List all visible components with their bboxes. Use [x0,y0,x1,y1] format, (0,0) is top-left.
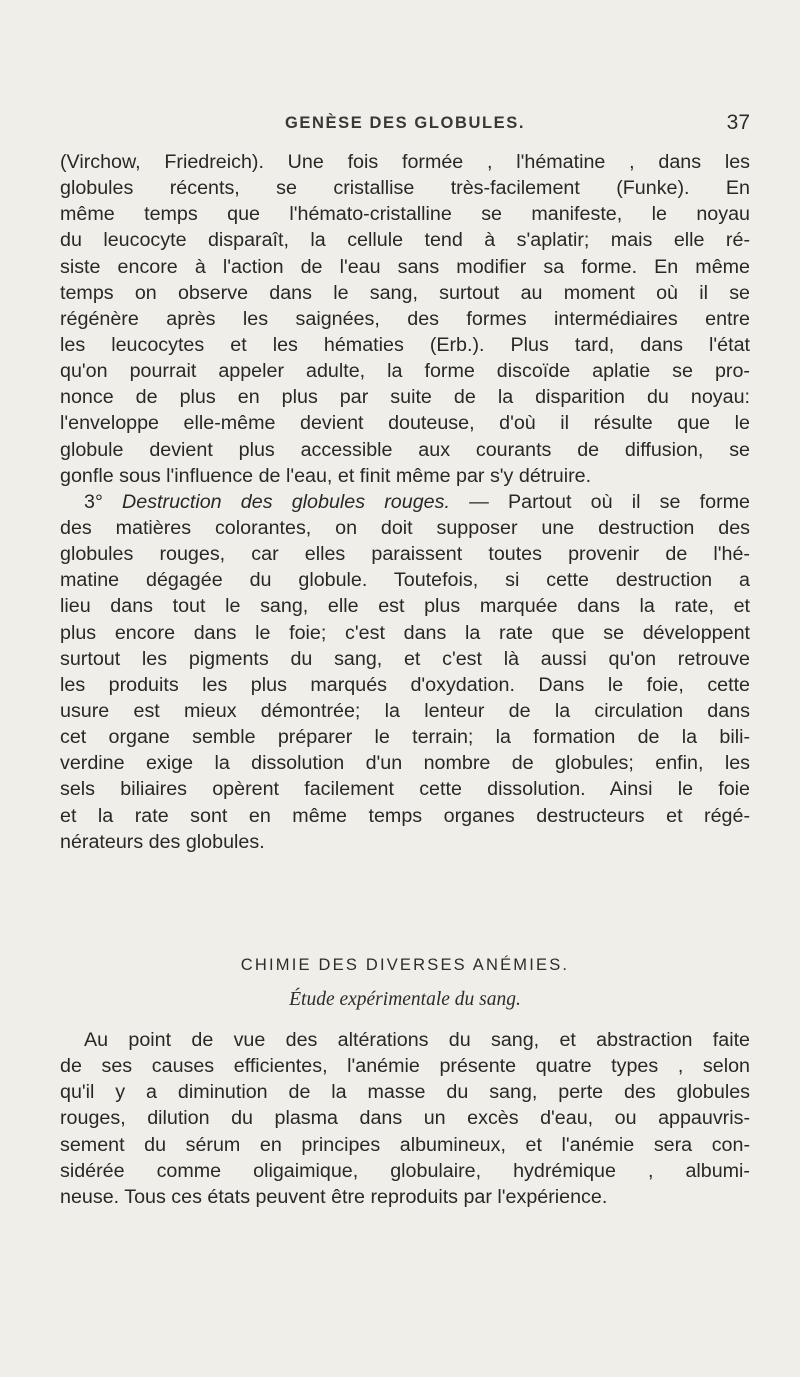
text-run: — Partout où il se forme [449,490,750,513]
running-head [60,111,750,138]
section-title: Destruction des globules rouges. [122,490,450,513]
text-line: sidérée comme oligaimique, globulaire, hydrémique , albumi- [60,1159,750,1182]
text-line: sement du sérum en principes albumineux, et l'anémie sera con- [60,1133,750,1156]
section-heading: CHIMIE DES DIVERSES ANÉMIES. [240,956,570,974]
text-line: les produits les plus marqués d'oxydation. Dans le foie, cette [60,673,750,696]
text-line: même temps que l'hémato-cristalline se manifeste, le noyau [60,203,750,226]
text-line: matine dégagée du globule. Toutefois, si cette destruction a [60,569,750,592]
page-number: 37 [726,111,750,134]
text-line: surtout les pigments du sang, et c'est là aussi qu'on retrouve [60,647,750,670]
section-text [60,1027,750,1210]
text-line: Au point de vue des altérations du sang, et abstraction faite [84,1029,750,1051]
text-line: siste encore à l'action de l'eau sans modifier sa forme. En même [60,255,750,278]
text-line: (Virchow, Friedreich). Une fois formée , l'hématine , dans les [60,151,750,173]
text-line: neuse. Tous ces états peuvent être reproduits par l'expérience. [60,1185,608,1208]
text-line: globule devient plus accessible aux courants de diffusion, se [60,438,750,461]
text-line: les leucocytes et les hématies (Erb.). Plus tard, dans l'état [60,333,750,356]
text-line: verdine exige la dissolution d'un nombre de globules; enfin, les [60,752,750,775]
section-number: 3° [84,490,103,513]
text-line: qu'il y a diminution de la masse du sang, perte des globules [60,1081,750,1104]
text-line: lieu dans tout le sang, elle est plus marquée dans la rate, et [60,595,750,618]
text-line: nérateurs des globules. [60,830,265,853]
text-line: gonfle sous l'influence de l'eau, et finit même par s'y détruire. [60,464,592,487]
text-line: nonce de plus en plus par suite de la disparition du noyau: [60,386,750,409]
text-line: globules rouges, car elles paraissent toutes provenir de l'hé- [60,543,750,566]
section-subheading: Étude expérimentale du sang. [289,989,521,1010]
text-line: cet organe semble préparer le terrain; la formation de la bili- [60,726,750,749]
text-line: l'enveloppe elle-même devient douteuse, d'où il résulte que le [60,412,750,435]
text-line: qu'on pourrait appeler adulte, la forme discoïde aplatie se pro- [60,360,750,383]
main-text [60,149,750,855]
text-line: globules récents, se cristallise très-facilement (Funke). En [60,177,750,200]
text-line: de ses causes efficientes, l'anémie présente quatre types , selon [60,1055,750,1078]
running-title: GENÈSE DES GLOBULES. [284,114,526,132]
paragraph-opening-line [60,489,750,515]
text-line: et la rate sont en même temps organes destructeurs et régé- [60,804,750,827]
text-line: sels biliaires opèrent facilement cette dissolution. Ainsi le foie [60,778,750,801]
text-line: temps on observe dans le sang, surtout au moment où il se [60,281,750,304]
text-line: des matières colorantes, on doit supposer une destruction des [60,516,750,539]
text-line: plus encore dans le foie; c'est dans la rate que se développent [60,621,750,644]
text-line: usure est mieux démontrée; la lenteur de la circulation dans [60,699,750,722]
text-line: du leucocyte disparaît, la cellule tend à s'aplatir; mais elle ré- [60,229,750,252]
text-line: rouges, dilution du plasma dans un excès d'eau, ou appauvris- [60,1107,750,1130]
text-line: régénère après les saignées, des formes intermédiaires entre [60,307,750,330]
